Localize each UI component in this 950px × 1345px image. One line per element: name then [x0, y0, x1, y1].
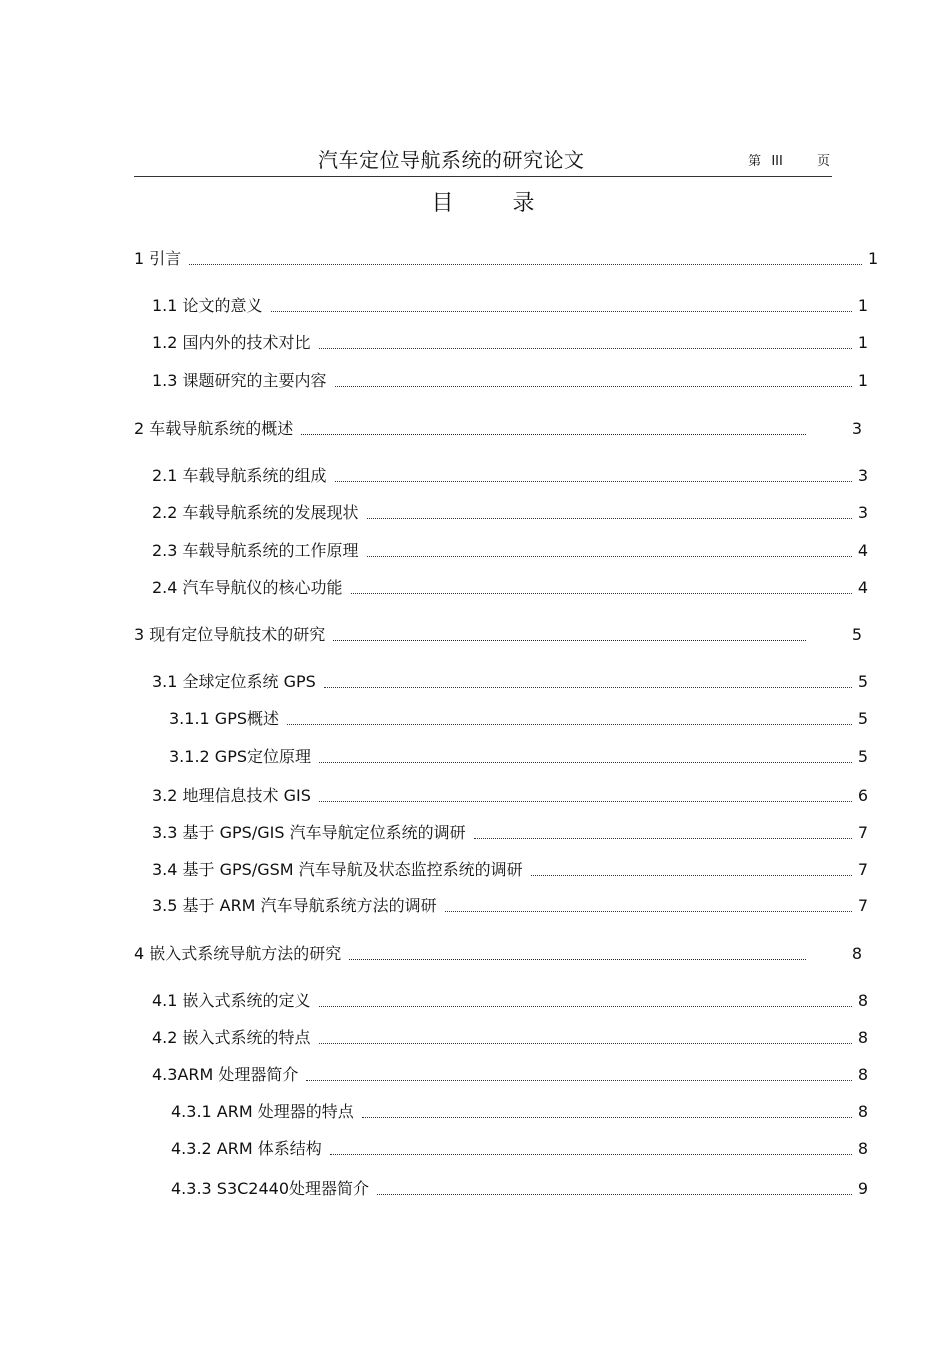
toc-entry-page: 5 — [851, 625, 862, 644]
toc-entry[interactable] — [152, 857, 868, 881]
document-title: 汽车定位导航系统的研究论文 — [318, 148, 585, 172]
toc-entry-page: 4 — [857, 578, 868, 597]
toc-entry[interactable] — [152, 500, 868, 524]
toc-entry-page: 8 — [857, 1139, 868, 1158]
toc-entry-label: 3.2 地理信息技术 GIS — [152, 786, 311, 805]
toc-leader — [474, 834, 852, 839]
toc-entry-page: 1 — [857, 371, 868, 390]
toc-leader — [362, 1113, 852, 1118]
toc-entry-page: 7 — [857, 896, 868, 915]
toc-entry-label: 2.4 汽车导航仪的核心功能 — [152, 578, 343, 597]
toc-title: 目 录 — [431, 191, 561, 216]
toc-entry-page: 8 — [857, 1065, 868, 1084]
toc-entry[interactable] — [152, 1025, 868, 1049]
toc-entry-page: 1 — [868, 249, 879, 268]
toc-entry[interactable] — [152, 988, 868, 1012]
toc-entry-page: 9 — [857, 1179, 868, 1198]
toc-leader — [189, 260, 862, 265]
toc-entry-page: 1 — [857, 333, 868, 352]
toc-leader — [271, 307, 852, 312]
toc-entry[interactable] — [169, 706, 868, 730]
toc-entry-label: 2.3 车载导航系统的工作原理 — [152, 541, 359, 560]
toc-entry-page: 7 — [857, 823, 868, 842]
toc-leader — [306, 1076, 851, 1081]
toc-entry-page: 5 — [857, 672, 868, 691]
toc-entry-label: 1.2 国内外的技术对比 — [152, 333, 311, 352]
toc-entry-page: 8 — [857, 1102, 868, 1121]
toc-entry-page: 6 — [857, 786, 868, 805]
toc-entry-page: 4 — [857, 541, 868, 560]
toc-leader — [301, 430, 806, 435]
toc-entry[interactable] — [169, 744, 868, 768]
toc-leader — [319, 1039, 852, 1044]
toc-entry-label: 4.2 嵌入式系统的特点 — [152, 1028, 311, 1047]
toc-entry[interactable] — [134, 246, 879, 270]
toc-entry-label: 1.3 课题研究的主要内容 — [152, 371, 327, 390]
toc-entry-label: 4 嵌入式系统导航方法的研究 — [134, 944, 342, 963]
toc-entry[interactable] — [152, 293, 868, 317]
toc-leader — [319, 344, 852, 349]
toc-entry[interactable] — [152, 330, 868, 354]
toc-entry[interactable] — [152, 463, 868, 487]
toc-entry-label: 3.3 基于 GPS/GIS 汽车导航定位系统的调研 — [152, 823, 466, 842]
toc-leader — [377, 1190, 852, 1195]
toc-leader — [531, 871, 852, 876]
toc-entry-label: 3.1 全球定位系统 GPS — [152, 672, 316, 691]
toc-entry-label: 4.3.2 ARM 体系结构 — [171, 1139, 322, 1158]
toc-leader — [287, 720, 852, 725]
toc-entry[interactable] — [152, 538, 868, 562]
toc-entry-label: 4.1 嵌入式系统的定义 — [152, 991, 311, 1010]
toc-entry-label: 3.4 基于 GPS/GSM 汽车导航及状态监控系统的调研 — [152, 860, 523, 879]
toc-entry[interactable] — [152, 893, 868, 917]
toc-entry-label: 3.1.1 GPS概述 — [169, 709, 280, 728]
toc-entry-page: 5 — [857, 709, 868, 728]
toc-entry-label: 2.2 车载导航系统的发展现状 — [152, 503, 359, 522]
toc-entry[interactable] — [152, 783, 868, 807]
toc-leader — [349, 955, 806, 960]
toc-leader — [367, 514, 852, 519]
toc-entry-label: 1 引言 — [134, 249, 182, 268]
toc-leader — [367, 552, 852, 557]
toc-leader — [319, 758, 852, 763]
toc-entry-label: 4.3ARM 处理器简介 — [152, 1065, 299, 1084]
toc-leader — [319, 797, 852, 802]
toc-entry-page: 5 — [857, 747, 868, 766]
toc-entry-page: 3 — [857, 503, 868, 522]
toc-leader — [333, 636, 806, 641]
toc-entry[interactable] — [171, 1099, 868, 1123]
toc-entry[interactable] — [134, 416, 862, 440]
toc-entry[interactable] — [171, 1136, 868, 1160]
page-prefix: 第 — [748, 154, 762, 169]
toc-entry[interactable] — [152, 575, 868, 599]
toc-entry[interactable] — [134, 941, 862, 965]
toc-leader — [335, 477, 852, 482]
toc-leader — [351, 589, 852, 594]
toc-entry-label: 1.1 论文的意义 — [152, 296, 263, 315]
page-suffix: 页 — [816, 154, 830, 169]
page-number: III — [771, 154, 783, 169]
toc-leader — [335, 382, 852, 387]
toc-leader — [324, 683, 852, 688]
toc-entry[interactable] — [152, 669, 868, 693]
toc-leader — [319, 1002, 852, 1007]
toc-entry[interactable] — [152, 1062, 868, 1086]
toc-entry-label: 3 现有定位导航技术的研究 — [134, 625, 326, 644]
toc-leader — [330, 1150, 852, 1155]
toc-entry[interactable] — [171, 1176, 868, 1200]
toc-leader — [445, 907, 852, 912]
toc-entry-page: 8 — [857, 991, 868, 1010]
toc-entry-page: 3 — [851, 419, 862, 438]
toc-entry[interactable] — [152, 368, 868, 392]
toc-entry-page: 3 — [857, 466, 868, 485]
toc-entry-page: 8 — [851, 944, 862, 963]
toc-entry-label: 3.1.2 GPS定位原理 — [169, 747, 312, 766]
toc-entry[interactable] — [152, 820, 868, 844]
toc-entry-label: 2.1 车载导航系统的组成 — [152, 466, 327, 485]
toc-entry-page: 7 — [857, 860, 868, 879]
toc-entry-label: 4.3.1 ARM 处理器的特点 — [171, 1102, 354, 1121]
toc-entry-page: 1 — [857, 296, 868, 315]
toc-entry-label: 2 车载导航系统的概述 — [134, 419, 294, 438]
toc-entry[interactable] — [134, 622, 862, 646]
toc-entry-page: 8 — [857, 1028, 868, 1047]
toc-entry-label: 3.5 基于 ARM 汽车导航系统方法的调研 — [152, 896, 437, 915]
toc-entry-label: 4.3.3 S3C2440处理器简介 — [171, 1179, 370, 1198]
